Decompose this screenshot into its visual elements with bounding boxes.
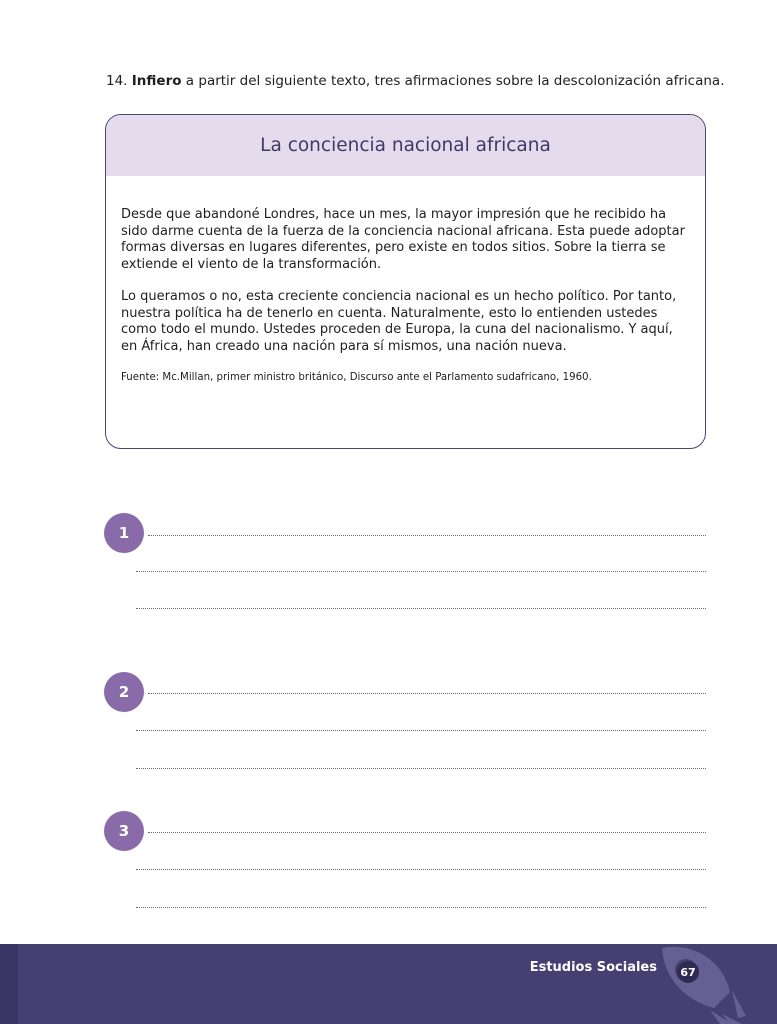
- answer-line[interactable]: [136, 907, 706, 908]
- answer-block-1: [104, 513, 706, 613]
- answer-block-3: [104, 811, 706, 911]
- answer-block-2: [104, 672, 706, 772]
- answer-line[interactable]: [136, 869, 706, 870]
- footer-side-strip: [0, 944, 18, 1024]
- answer-line[interactable]: [148, 832, 706, 833]
- footer-subject: Estudios Sociales: [529, 960, 657, 975]
- question-prompt: [106, 72, 746, 90]
- source-paragraph-2: Lo queramos o no, esta creciente conciencia nacional es un hecho político. Por tanto, nuestra política ha de tenerlo en cuenta. Naturalmente, esto lo entienden ustedes como todo el mundo. Ustedes proceden de Europa, la cuna del nacionalismo. Y aquí, en África, han creado una nación para sí mismos, una nación nueva.: [121, 289, 677, 354]
- rocket-icon: [650, 944, 750, 1024]
- answer-line[interactable]: [148, 693, 706, 694]
- source-text-box: [105, 114, 706, 449]
- answer-line[interactable]: [148, 535, 706, 536]
- answer-line[interactable]: [136, 768, 706, 769]
- answer-line[interactable]: [136, 730, 706, 731]
- answer-number-badge-3: 3: [104, 811, 144, 851]
- source-citation: Fuente: Mc.Millan, primer ministro británico, Discurso ante el Parlamento sudafricano, 1960.: [121, 372, 592, 383]
- answer-number-badge-1: 1: [104, 513, 144, 553]
- source-box-header: [106, 115, 705, 176]
- question-text: a partir del siguiente texto, tres afirmaciones sobre la descolonización africana.: [181, 73, 725, 89]
- question-number: 14.: [106, 73, 128, 89]
- source-box-title: La conciencia nacional africana: [260, 135, 551, 156]
- answer-line[interactable]: [136, 571, 706, 572]
- source-box-body: [106, 176, 705, 385]
- source-paragraph-1: Desde que abandoné Londres, hace un mes, la mayor impresión que he recibido ha sido darme cuenta de la fuerza de la conciencia nacional africana. Esta puede adoptar formas diversas en lugares diferentes, pero existe en todos sitios. Sobre la tierra se extiende el viento de la transformación.: [121, 207, 685, 272]
- page-footer: [0, 944, 777, 1024]
- page-number: 67: [677, 961, 699, 983]
- answer-line[interactable]: [136, 608, 706, 609]
- answer-number-badge-2: 2: [104, 672, 144, 712]
- question-keyword: Infiero: [131, 73, 182, 89]
